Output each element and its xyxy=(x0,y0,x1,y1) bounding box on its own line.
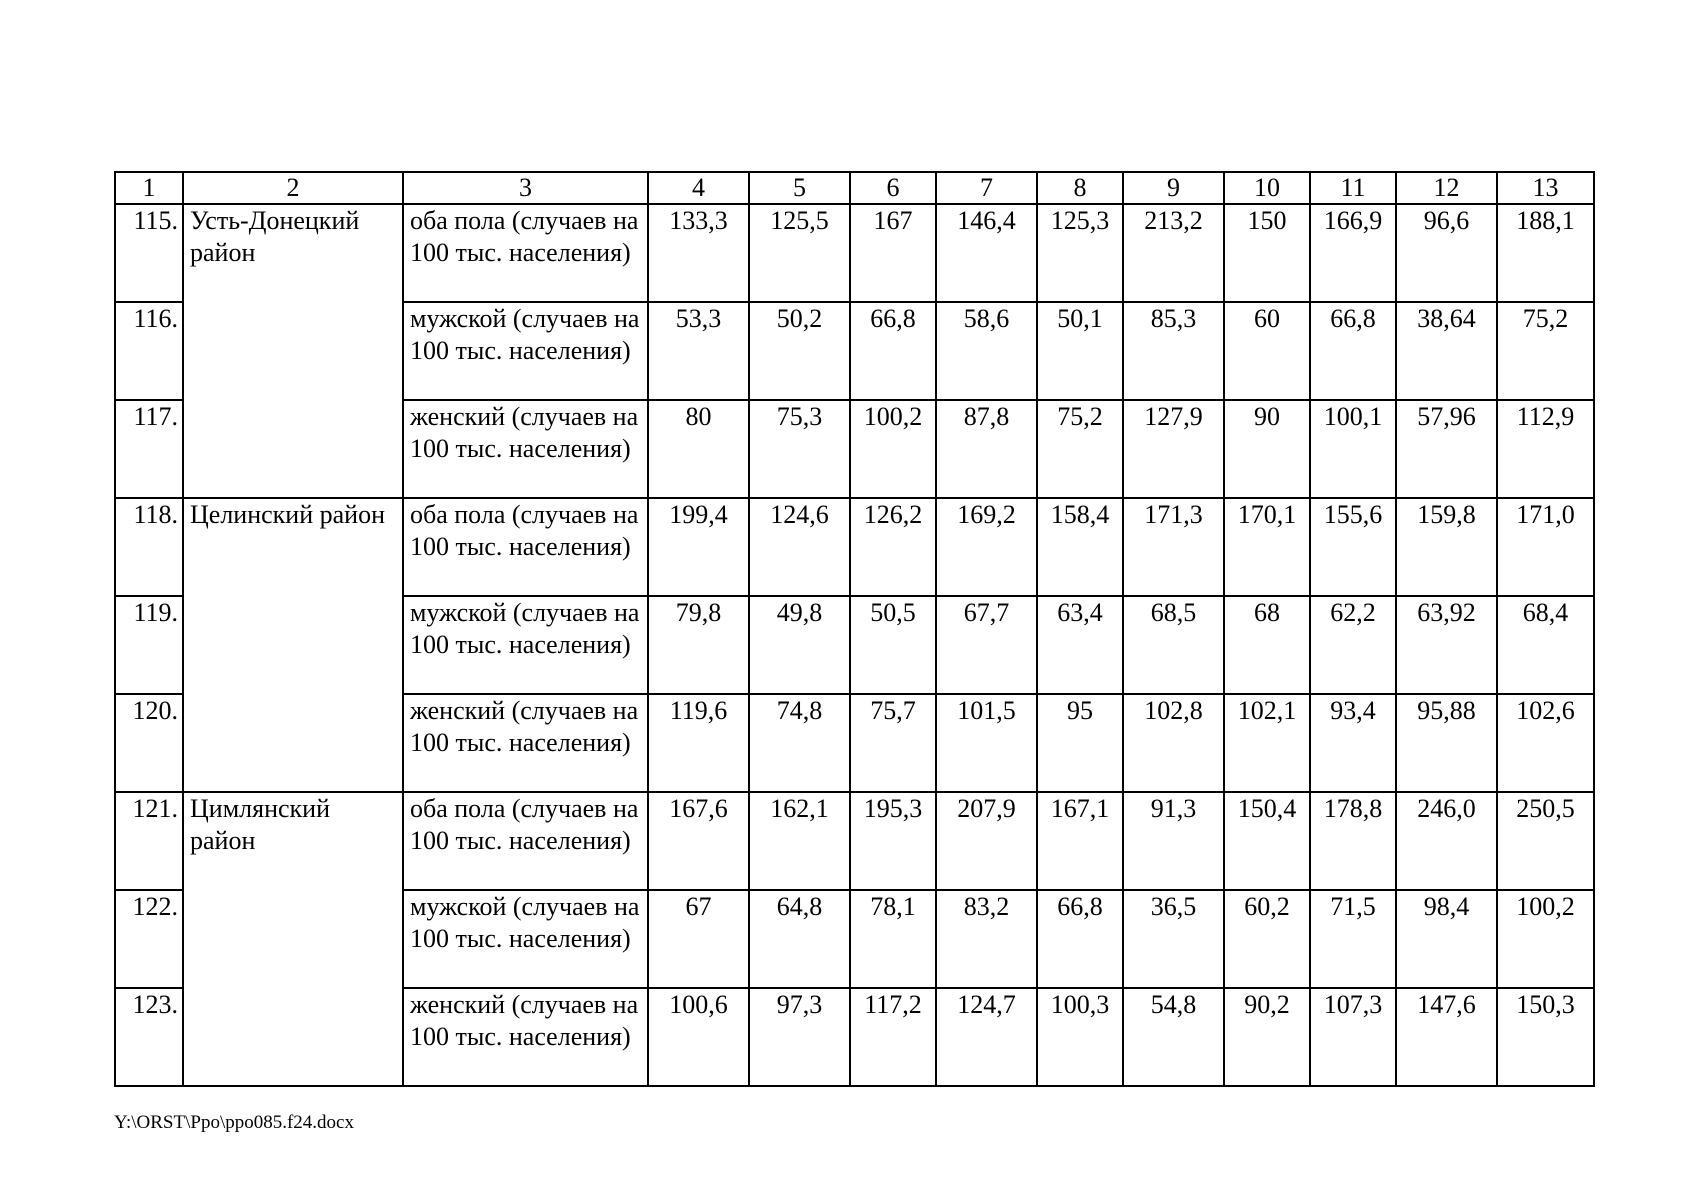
value-cell: 207,9 xyxy=(936,792,1037,890)
column-number-cell: 6 xyxy=(850,172,936,204)
statistics-table xyxy=(114,171,1595,1087)
value-cell: 67,7 xyxy=(936,596,1037,694)
row-number-cell: 122. xyxy=(115,890,183,988)
value-cell: 162,1 xyxy=(749,792,850,890)
value-cell: 90 xyxy=(1224,400,1310,498)
column-number-cell: 8 xyxy=(1037,172,1123,204)
value-cell: 158,4 xyxy=(1037,498,1123,596)
column-number-cell: 7 xyxy=(936,172,1037,204)
column-number-cell: 5 xyxy=(749,172,850,204)
value-cell: 178,8 xyxy=(1310,792,1396,890)
indicator-description-cell: оба пола (случаев на 100 тыс. населения) xyxy=(403,204,648,302)
indicator-description-cell: оба пола (случаев на 100 тыс. населения) xyxy=(403,498,648,596)
column-number-cell: 9 xyxy=(1123,172,1224,204)
row-number-cell: 117. xyxy=(115,400,183,498)
value-cell: 117,2 xyxy=(850,988,936,1086)
value-cell: 188,1 xyxy=(1497,204,1594,302)
value-cell: 100,1 xyxy=(1310,400,1396,498)
value-cell: 246,0 xyxy=(1396,792,1497,890)
value-cell: 171,3 xyxy=(1123,498,1224,596)
row-number-cell: 121. xyxy=(115,792,183,890)
value-cell: 68,4 xyxy=(1497,596,1594,694)
value-cell: 62,2 xyxy=(1310,596,1396,694)
value-cell: 93,4 xyxy=(1310,694,1396,792)
row-number-cell: 116. xyxy=(115,302,183,400)
value-cell: 100,6 xyxy=(648,988,749,1086)
row-number-cell: 119. xyxy=(115,596,183,694)
value-cell: 155,6 xyxy=(1310,498,1396,596)
value-cell: 87,8 xyxy=(936,400,1037,498)
indicator-description-cell: мужской (случаев на 100 тыс. населения) xyxy=(403,596,648,694)
value-cell: 169,2 xyxy=(936,498,1037,596)
row-number-cell: 115. xyxy=(115,204,183,302)
value-cell: 63,92 xyxy=(1396,596,1497,694)
value-cell: 68,5 xyxy=(1123,596,1224,694)
value-cell: 66,8 xyxy=(1310,302,1396,400)
value-cell: 79,8 xyxy=(648,596,749,694)
value-cell: 36,5 xyxy=(1123,890,1224,988)
value-cell: 50,5 xyxy=(850,596,936,694)
value-cell: 250,5 xyxy=(1497,792,1594,890)
table-body xyxy=(115,172,1594,1086)
value-cell: 127,9 xyxy=(1123,400,1224,498)
value-cell: 100,3 xyxy=(1037,988,1123,1086)
value-cell: 213,2 xyxy=(1123,204,1224,302)
column-number-row xyxy=(115,172,1594,204)
value-cell: 133,3 xyxy=(648,204,749,302)
value-cell: 50,1 xyxy=(1037,302,1123,400)
value-cell: 100,2 xyxy=(1497,890,1594,988)
value-cell: 150,4 xyxy=(1224,792,1310,890)
column-number-cell: 13 xyxy=(1497,172,1594,204)
value-cell: 66,8 xyxy=(850,302,936,400)
value-cell: 71,5 xyxy=(1310,890,1396,988)
value-cell: 68 xyxy=(1224,596,1310,694)
value-cell: 38,64 xyxy=(1396,302,1497,400)
value-cell: 167 xyxy=(850,204,936,302)
value-cell: 75,2 xyxy=(1037,400,1123,498)
value-cell: 199,4 xyxy=(648,498,749,596)
district-name-cell: Цимлянский район xyxy=(183,792,403,1086)
value-cell: 102,6 xyxy=(1497,694,1594,792)
column-number-cell: 2 xyxy=(183,172,403,204)
indicator-description-cell: женский (случаев на 100 тыс. населения) xyxy=(403,400,648,498)
value-cell: 63,4 xyxy=(1037,596,1123,694)
value-cell: 167,6 xyxy=(648,792,749,890)
value-cell: 50,2 xyxy=(749,302,850,400)
value-cell: 75,2 xyxy=(1497,302,1594,400)
column-number-cell: 3 xyxy=(403,172,648,204)
value-cell: 107,3 xyxy=(1310,988,1396,1086)
value-cell: 170,1 xyxy=(1224,498,1310,596)
value-cell: 171,0 xyxy=(1497,498,1594,596)
value-cell: 95 xyxy=(1037,694,1123,792)
value-cell: 150,3 xyxy=(1497,988,1594,1086)
table-row xyxy=(115,498,1594,596)
value-cell: 150 xyxy=(1224,204,1310,302)
value-cell: 83,2 xyxy=(936,890,1037,988)
value-cell: 85,3 xyxy=(1123,302,1224,400)
value-cell: 100,2 xyxy=(850,400,936,498)
row-number-cell: 123. xyxy=(115,988,183,1086)
value-cell: 102,1 xyxy=(1224,694,1310,792)
value-cell: 147,6 xyxy=(1396,988,1497,1086)
value-cell: 97,3 xyxy=(749,988,850,1086)
district-name-cell: Целинский район xyxy=(183,498,403,792)
value-cell: 95,88 xyxy=(1396,694,1497,792)
value-cell: 90,2 xyxy=(1224,988,1310,1086)
value-cell: 96,6 xyxy=(1396,204,1497,302)
value-cell: 57,96 xyxy=(1396,400,1497,498)
value-cell: 78,1 xyxy=(850,890,936,988)
column-number-cell: 11 xyxy=(1310,172,1396,204)
value-cell: 166,9 xyxy=(1310,204,1396,302)
value-cell: 125,3 xyxy=(1037,204,1123,302)
row-number-cell: 118. xyxy=(115,498,183,596)
value-cell: 75,3 xyxy=(749,400,850,498)
value-cell: 126,2 xyxy=(850,498,936,596)
table-row xyxy=(115,204,1594,302)
value-cell: 54,8 xyxy=(1123,988,1224,1086)
value-cell: 74,8 xyxy=(749,694,850,792)
value-cell: 64,8 xyxy=(749,890,850,988)
value-cell: 49,8 xyxy=(749,596,850,694)
column-number-cell: 4 xyxy=(648,172,749,204)
row-number-cell: 120. xyxy=(115,694,183,792)
value-cell: 112,9 xyxy=(1497,400,1594,498)
column-number-cell: 12 xyxy=(1396,172,1497,204)
value-cell: 58,6 xyxy=(936,302,1037,400)
value-cell: 67 xyxy=(648,890,749,988)
table-row xyxy=(115,792,1594,890)
value-cell: 101,5 xyxy=(936,694,1037,792)
indicator-description-cell: мужской (случаев на 100 тыс. населения) xyxy=(403,302,648,400)
value-cell: 146,4 xyxy=(936,204,1037,302)
district-name-cell: Усть-Донецкий район xyxy=(183,204,403,498)
value-cell: 53,3 xyxy=(648,302,749,400)
value-cell: 125,5 xyxy=(749,204,850,302)
value-cell: 159,8 xyxy=(1396,498,1497,596)
value-cell: 124,7 xyxy=(936,988,1037,1086)
column-number-cell: 10 xyxy=(1224,172,1310,204)
indicator-description-cell: мужской (случаев на 100 тыс. населения) xyxy=(403,890,648,988)
value-cell: 195,3 xyxy=(850,792,936,890)
value-cell: 98,4 xyxy=(1396,890,1497,988)
value-cell: 66,8 xyxy=(1037,890,1123,988)
value-cell: 80 xyxy=(648,400,749,498)
column-number-cell: 1 xyxy=(115,172,183,204)
value-cell: 167,1 xyxy=(1037,792,1123,890)
indicator-description-cell: женский (случаев на 100 тыс. населения) xyxy=(403,694,648,792)
value-cell: 124,6 xyxy=(749,498,850,596)
value-cell: 102,8 xyxy=(1123,694,1224,792)
value-cell: 60 xyxy=(1224,302,1310,400)
indicator-description-cell: женский (случаев на 100 тыс. населения) xyxy=(403,988,648,1086)
indicator-description-cell: оба пола (случаев на 100 тыс. населения) xyxy=(403,792,648,890)
value-cell: 60,2 xyxy=(1224,890,1310,988)
value-cell: 75,7 xyxy=(850,694,936,792)
value-cell: 91,3 xyxy=(1123,792,1224,890)
file-path-footer: Y:\ORST\Ppo\ppo085.f24.docx xyxy=(114,1112,354,1133)
value-cell: 119,6 xyxy=(648,694,749,792)
